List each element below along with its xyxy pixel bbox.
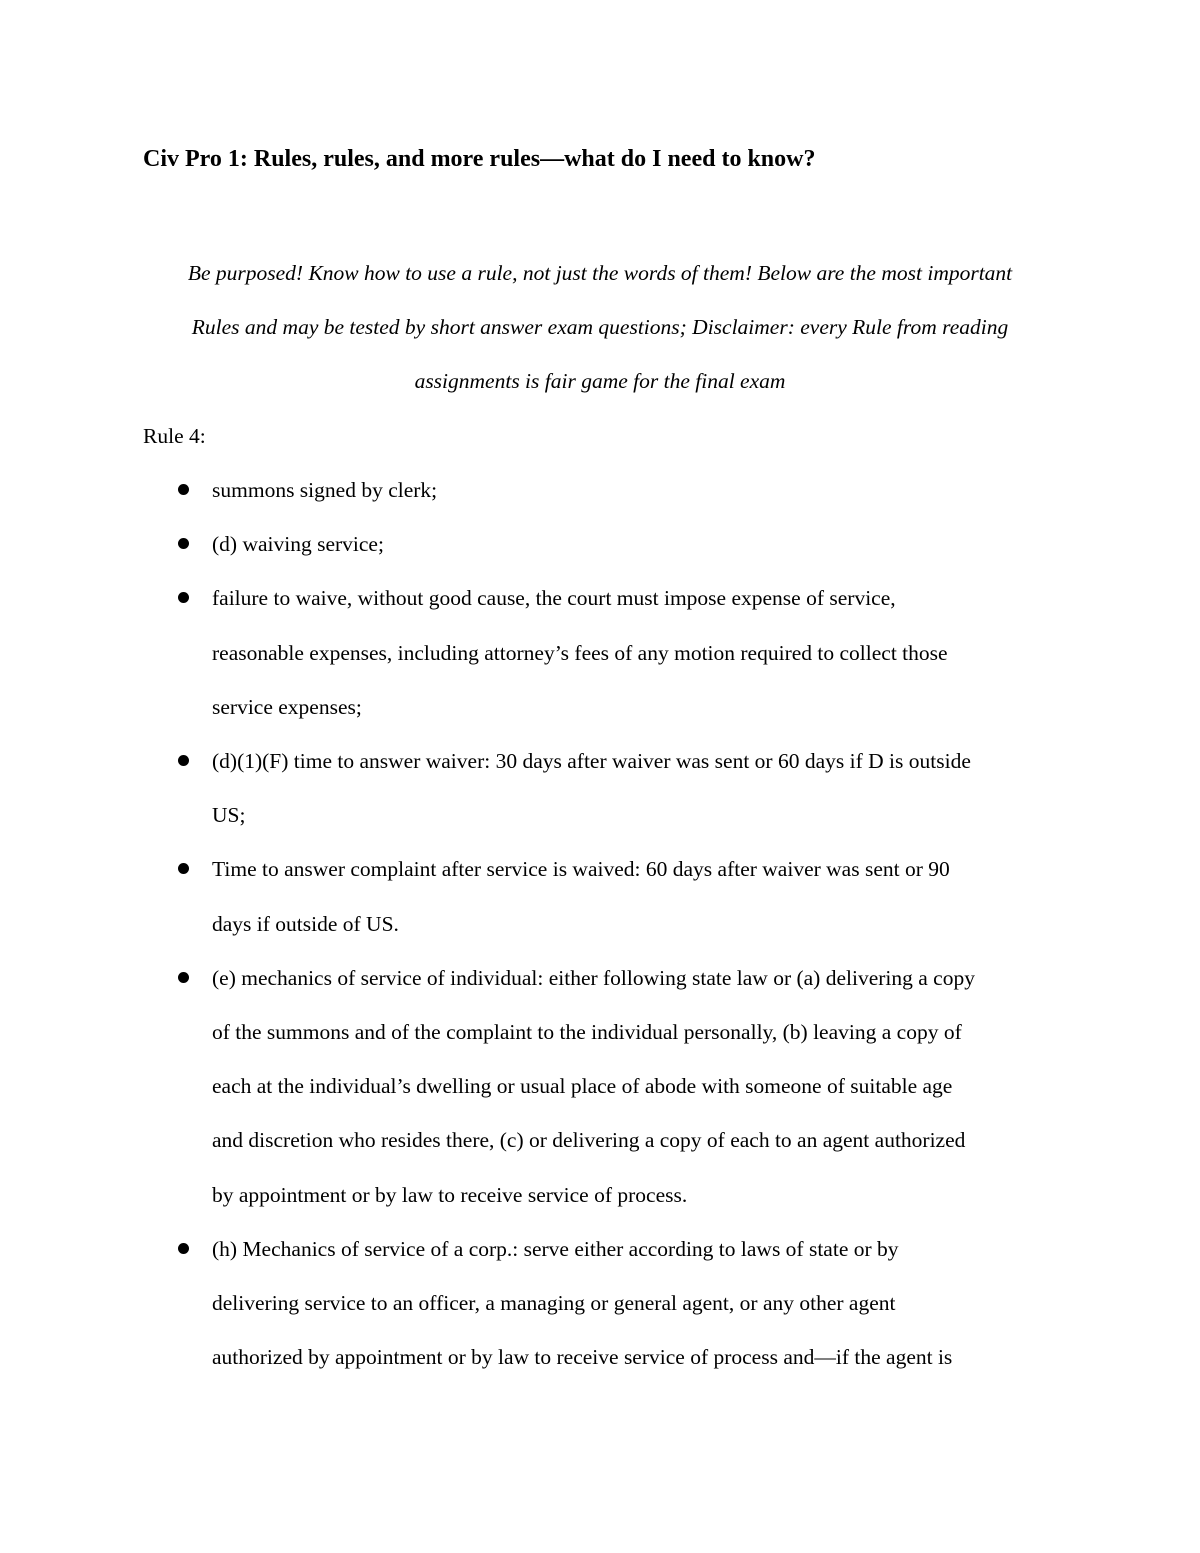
bullet-line: authorized by appointment or by law to receive service of process and—if the agent is <box>212 1345 953 1370</box>
intro-line: Rules and may be tested by short answer exam questions; Disclaimer: every Rule from reading <box>191 315 1009 339</box>
bullet-line: by appointment or by law to receive service of process. <box>212 1182 688 1207</box>
bullet-icon <box>178 592 189 603</box>
bullet-line: summons signed by clerk; <box>212 478 438 502</box>
bullet-line: (h) Mechanics of service of a corp.: serve either according to laws of state or by <box>212 1236 899 1261</box>
bullet-icon <box>178 538 189 549</box>
bullet-text <box>212 463 1062 517</box>
bullet-icon <box>178 972 189 983</box>
bullet-text <box>212 517 1062 571</box>
bullet-text <box>212 1222 1062 1385</box>
rule-heading: Rule 4: <box>143 424 206 448</box>
bullet-line: and discretion who resides there, (c) or delivering a copy of each to an agent authorized <box>212 1128 966 1153</box>
bullet-icon <box>178 755 189 766</box>
bullet-text <box>212 734 1062 842</box>
document-title: Civ Pro 1: Rules, rules, and more rules—what do I need to know? <box>143 146 816 172</box>
bullet-line: of the summons and of the complaint to the individual personally, (b) leaving a copy of <box>212 1020 962 1044</box>
bullet-line: (e) mechanics of service of individual: either following state law or (a) delivering a copy <box>212 965 975 990</box>
bullet-line: days if outside of US. <box>212 911 399 936</box>
bullet-icon <box>178 484 189 495</box>
intro-line: Be purposed! Know how to use a rule, not just the words of them! Below are the most important <box>187 261 1013 285</box>
bullet-icon <box>178 1243 189 1254</box>
intro-line: assignments is fair game for the final exam <box>414 369 786 393</box>
bullet-text <box>212 842 1062 950</box>
bullet-text <box>212 571 1062 734</box>
bullet-line: delivering service to an officer, a managing or general agent, or any other agent <box>212 1291 896 1315</box>
bullet-line: each at the individual’s dwelling or usual place of abode with someone of suitable age <box>212 1074 953 1099</box>
bullet-line: Time to answer complaint after service is waived: 60 days after waiver was sent or 90 <box>212 857 950 882</box>
bullet-text <box>212 951 1062 1222</box>
bullet-line: reasonable expenses, including attorney’s fees of any motion required to collect those <box>212 640 948 665</box>
bullet-line: (d) waiving service; <box>212 532 384 557</box>
bullet-line: failure to waive, without good cause, the court must impose expense of service, <box>212 586 896 611</box>
bullet-icon <box>178 863 189 874</box>
bullet-line: US; <box>212 803 246 828</box>
bullet-line: (d)(1)(F) time to answer waiver: 30 days after waiver was sent or 60 days if D is outside <box>212 749 971 773</box>
bullet-line: service expenses; <box>212 694 362 719</box>
